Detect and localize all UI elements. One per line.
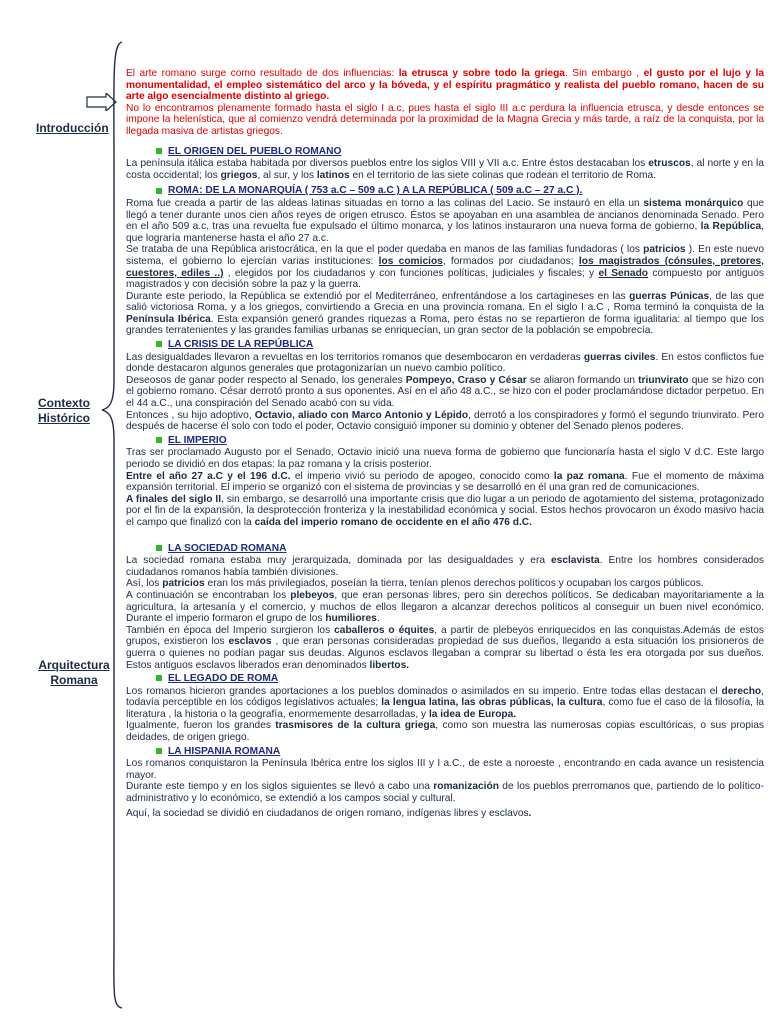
section-title-sociedad: LA SOCIEDAD ROMANA bbox=[156, 543, 764, 555]
bullet-icon bbox=[156, 188, 162, 194]
monarquia-paragraph-3: Durante este periodo, la República se extendió por el Mediterráneo, enfrentándose a los cartagineses en las guerras Púnicas, de las que salió victoriosa Roma, y a los griegos, convirtiendo a Grecia en una provincia romana. En el siglo I a.C , Roma terminó la conquista de la Península Ibérica. Esta expansión generó grandes riquezas a Roma, pero éstas no se repartieron de forma igualitaria: al tiempo que los grandes terratenientes y las grandes familias urbanas se enriquecían, un gran sector de la población se empobrecía. bbox=[126, 290, 764, 337]
crisis-paragraph-2: Deseosos de ganar poder respecto al Senado, los generales Pompeyo, Craso y César se aliaron formando un triunvirato que se hizo con el gobierno romano. César derrotó pronto a sus oponentes. Así en el año 48 a.C., se hizo con el poder proclamándose dictador perpetuo. En el 44 a.C., una conspiración del Senado acabó con su vida. bbox=[126, 374, 764, 410]
crisis-paragraph-3: Entonces , su hijo adoptivo, Octavio, aliado con Marco Antonio y Lépido, derrotó a los conspiradores y formó el segundo triunvirato. Pero después de hacerse él solo con todo el poder, Octavio consiguió imponer su dominio y obtener del Senado plenos poderes. bbox=[126, 409, 764, 433]
hispania-paragraph-2: Durante este tiempo y en los siglos siguientes se llevó a cabo una romanización de los pueblos prerromanos que, partiendo de lo político-administrativo y lo económico, se extendió a los campos social y cultural. bbox=[126, 781, 764, 805]
bullet-icon bbox=[156, 545, 162, 551]
monarquia-paragraph-1: Roma fue creada a partir de las aldeas latinas situadas en torno a las colinas del Lacio. Se instauró en ella un sistema monárquico que llegó a tener durante unos cien años reyes de origen etrusco. Éstos se apoyaban en una asamblea de ancianos denominada Senado. Pero en el año 509 a.c, tras una revuelta fue expulsado el último monarca, y los latinos instauraron una nueva forma de gobierno, la República, que lograría mantenerse hasta el año 27 a.c. bbox=[126, 197, 765, 244]
imperio-paragraph-3: A finales del siglo II, sin embargo, se desarrolló una importante crisis que dio lugar a un periodo de agotamiento del sistema, protagonizado por el fin de la expansión, la desprotección fronteriza y la inestabilidad económica y social. Estos hechos provocaron un éxodo masivo hacia el campo que finalizó con la caída del imperio romano de occidente en el año 476 d.C. bbox=[126, 493, 765, 528]
section-title-crisis: LA CRISIS DE LA REPÚBLICA bbox=[156, 339, 764, 351]
origen-paragraph: La península itálica estaba habitada por diversos pueblos entre los siglos VIII y VII a.c. Entre éstos destacaban los etruscos, al norte y en la costa occidental; los griegos, al sur, y los latinos en el territorio de las siete colinas que rodean el territorio de Roma. bbox=[126, 158, 764, 181]
hispania-paragraph-1: Los romanos conquistaron la Península Ibérica entre los siglos III y I a.C., de este a noroeste , encontrando en cada avance un resistencia mayor. bbox=[126, 758, 764, 781]
bullet-icon bbox=[156, 675, 162, 681]
label-introduccion-text: Introducción bbox=[36, 121, 109, 135]
sociedad-paragraph-1: La sociedad romana estaba muy jerarquizada, dominada por las desigualdades y era esclavista. Entre los hombres considerados ciudadanos romanos había también divisiones. bbox=[126, 555, 764, 578]
monarquia-paragraph-2: Se trataba de una República aristocrática, en la que el poder quedaba en manos de las familias fundadoras ( los patricios ). En este nuevo sistema, el gobierno lo ejercían varias instituciones: los comicios, formados por ciudadanos; los magistrados (cónsules, pretores, cuestores, ediles ..) , elegidos por los ciudadanos y con funciones políticas, judiciales y fiscales; y el Senado compuesto por antiguos magistrados y con decisión sobre la paz y la guerra. bbox=[126, 244, 764, 291]
imperio-paragraph-2: Entre el año 27 a.C y el 196 d.C. el imperio vivió su periodo de apogeo, conocido como la paz romana. Fue el momento de máxima expansión territorial. El imperio se organizó con el sistema de provincias y se desarrolló en él una gran red de comunicaciones. bbox=[126, 470, 764, 494]
sociedad-paragraph-3: A continuación se encontraban los plebeyos, que eran personas libres, pero sin derechos políticos. Se dedicaban mayoritariamente a la agricultura, la artesanía y el comercio, y muchos de ellos llegaron a alcanzar derechos políticos al conseguir un buen nivel económico. Durante el imperio formaron el grupo de los humiliores. bbox=[126, 589, 764, 625]
curly-brace-icon bbox=[100, 40, 126, 1010]
sociedad-paragraph-2: Así, los patricios eran los más privilegiados, poseían la tierra, tenían plenos derechos políticos y ocupaban los cargos públicos. bbox=[126, 578, 704, 590]
label-arquitectura-line2: Romana bbox=[50, 673, 98, 687]
section-title-imperio: EL IMPERIO bbox=[156, 435, 764, 447]
section-title-legado: EL LEGADO DE ROMA bbox=[156, 673, 764, 685]
imperio-paragraph-1: Tras ser proclamado Augusto por el Senado, Octavio inició una nueva forma de gobierno que funcionaría hasta el siglo V d.C. Este largo periodo se dividió en dos etapas: la paz romana y la crisis posterior. bbox=[126, 447, 764, 470]
section-title-monarquia: ROMA: DE LA MONARQUÍA ( 753 a.C – 509 a.C ) A LA REPÚBLICA ( 509 a.C – 27 a.C ). bbox=[156, 185, 764, 197]
label-arquitectura-line1: Arquitectura bbox=[38, 658, 110, 672]
sociedad-paragraph-4: También en época del Imperio surgieron los caballeros o équites, a partir de plebeyos enriquecidos en las conquistas.Además de estos grupos, existieron los esclavos , que eran personas consideradas propiedad de sus dueños, llegando a esta situación los prisioneros de guerra o quienes no podían pagar sus deudas. Algunos esclavos llegaban a comprar su libertad o ésta les era otorgada por sus dueños. Estos antiguos esclavos liberados eran denominados libertos. bbox=[126, 624, 764, 671]
hispania-paragraph-3: Aquí, la sociedad se dividió en ciudadanos de origen romano, indígenas libres y esclavos. bbox=[126, 807, 532, 819]
bullet-icon bbox=[156, 148, 162, 154]
bullet-icon bbox=[156, 748, 162, 754]
main-content bbox=[126, 68, 764, 819]
legado-paragraph-2: Igualmente, fueron los grandes trasmisores de la cultura griega, como son muestra las numerosas copias escultóricas, o sus propias deidades, de origen griego. bbox=[126, 720, 764, 744]
bullet-icon bbox=[156, 341, 162, 347]
legado-paragraph-1: Los romanos hicieron grandes aportaciones a los pueblos dominados o asimilados en su imperio. Entre todas ellas destacan el derecho, todavía perceptible en los códigos legislativos actuales; la lengua latina, las obras públicas, la cultura, como fue el caso de la filosofía, la literatura , la historia o la geografía, enormemente desarrolladas, y la idea de Europa. bbox=[126, 685, 765, 720]
intro-paragraph-1: El arte romano surge como resultado de dos influencias: la etrusca y sobre todo la griega. Sin embargo , el gusto por el lujo y la monumentalidad, el empleo sistemático del arco y la bóveda, y el espíritu pragmático y realista del pueblo romano, hacen de su arte algo esencialmente distinto al griego. bbox=[126, 68, 764, 103]
label-contexto-historico bbox=[34, 396, 94, 426]
crisis-paragraph-1: Las desigualdades llevaron a revueltas en los territorios romanos que desembocaron en verdaderas guerras civiles. En estos conflictos fue donde destacaron algunos generales que protagonizarían un nuevo cambio político. bbox=[126, 351, 765, 375]
intro-paragraph-2: No lo encontramos plenamente formado hasta el siglo I a.c, pues hasta el siglo III a.c perdura la influencia etrusca, y desde entonces se impone la helenística, que al comienzo vendrá determinada por la proximidad de la Magna Grecia y más tarde, a raíz de la conquista, por la llegada masiva de artistas griegos. bbox=[126, 102, 764, 137]
section-title-origen: EL ORIGEN DEL PUEBLO ROMANO bbox=[156, 146, 764, 158]
section-title-hispania: LA HISPANIA ROMANA bbox=[156, 746, 764, 758]
label-contexto-line2: Histórico bbox=[37, 411, 90, 425]
bullet-icon bbox=[156, 437, 162, 443]
label-introduccion bbox=[36, 121, 108, 136]
label-contexto-line1: Contexto bbox=[38, 396, 90, 410]
